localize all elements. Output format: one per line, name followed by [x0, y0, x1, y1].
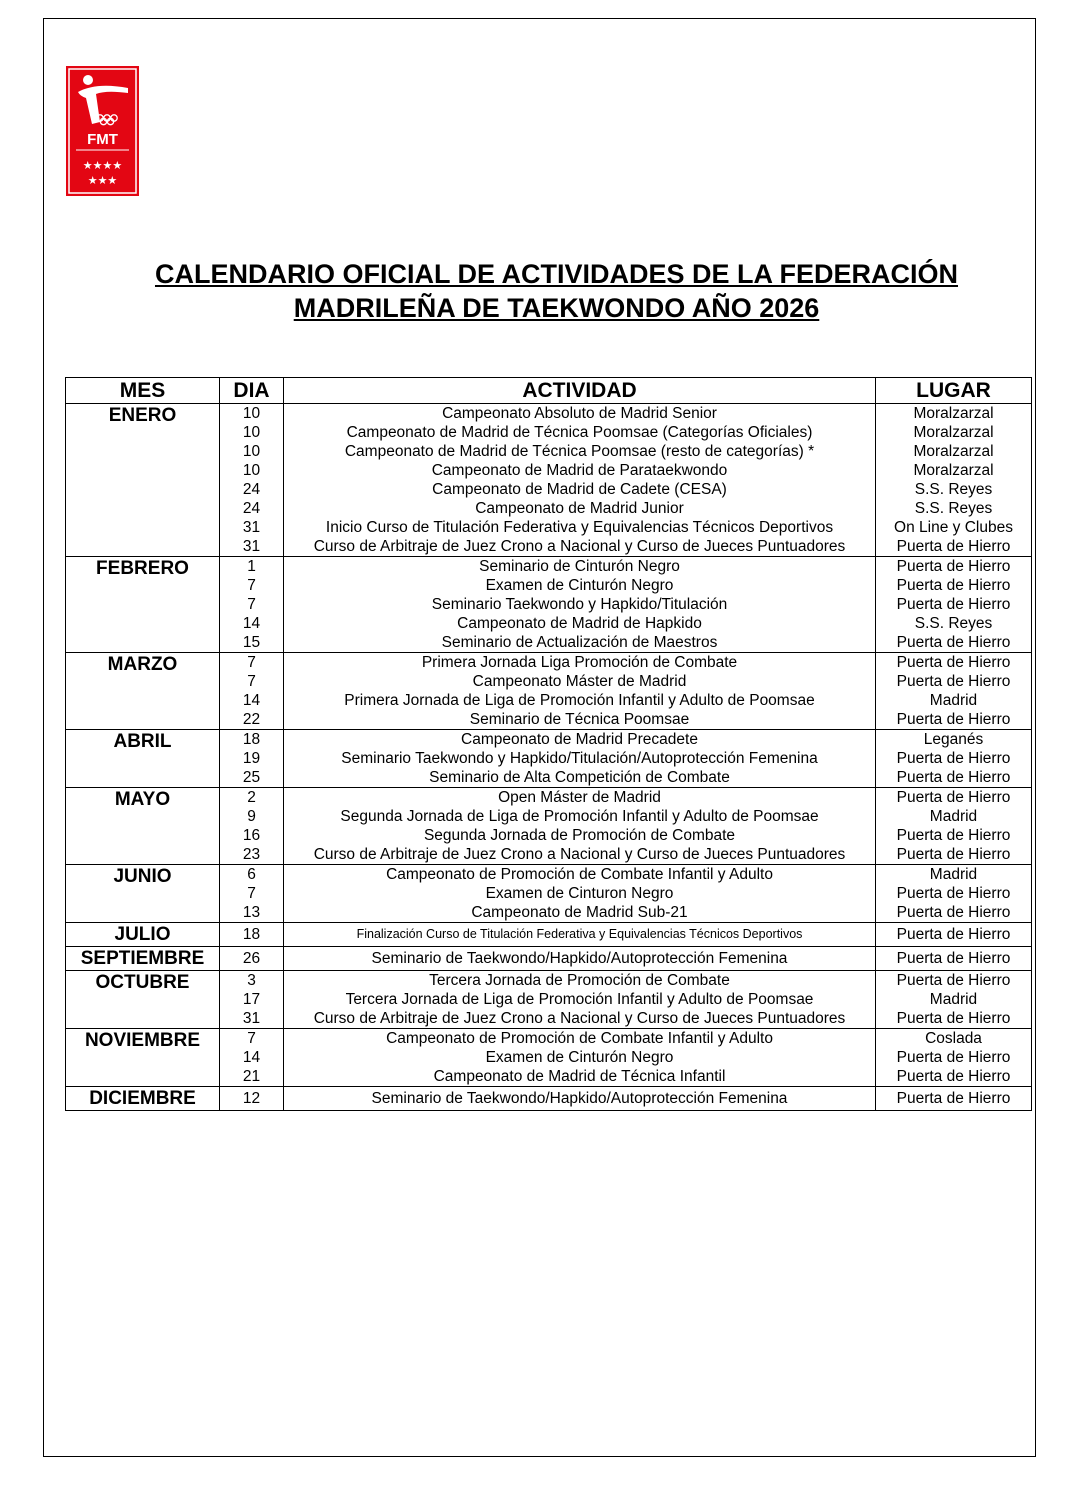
location-cell: Puerta de Hierro [876, 923, 1032, 947]
location-cell: Puerta de Hierro [876, 768, 1032, 788]
day-cell: 31 [220, 518, 284, 537]
day-cell: 24 [220, 480, 284, 499]
month-cell: FEBRERO [66, 557, 220, 653]
activity-cell: Seminario Taekwondo y Hapkido/Titulación [284, 595, 876, 614]
day-cell: 10 [220, 423, 284, 442]
month-cell: MARZO [66, 653, 220, 730]
fmt-logo-graphic [66, 66, 139, 196]
logo-stars-bottom: ★★★ [87, 174, 118, 187]
activity-cell: Curso de Arbitraje de Juez Crono a Nacional y Curso de Jueces Puntuadores [284, 1009, 876, 1029]
day-cell: 10 [220, 461, 284, 480]
location-cell: Leganés [876, 730, 1032, 750]
location-cell: Madrid [876, 691, 1032, 710]
location-cell: Coslada [876, 1029, 1032, 1049]
location-cell: Puerta de Hierro [876, 971, 1032, 991]
location-cell: Moralzarzal [876, 442, 1032, 461]
day-cell: 14 [220, 1048, 284, 1067]
table-row [66, 923, 1032, 947]
day-cell: 15 [220, 633, 284, 653]
month-cell: MAYO [66, 788, 220, 865]
location-cell: Puerta de Hierro [876, 749, 1032, 768]
location-cell: S.S. Reyes [876, 499, 1032, 518]
day-cell: 31 [220, 537, 284, 557]
day-cell: 22 [220, 710, 284, 730]
day-cell: 10 [220, 404, 284, 424]
activity-cell: Campeonato de Madrid de Técnica Poomsae (resto de categorías) * [284, 442, 876, 461]
activity-cell: Tercera Jornada de Promoción de Combate [284, 971, 876, 991]
activity-cell: Campeonato de Madrid de Cadete (CESA) [284, 480, 876, 499]
location-cell: Puerta de Hierro [876, 1048, 1032, 1067]
activity-cell: Inicio Curso de Titulación Federativa y Equivalencias Técnicos Deportivos [284, 518, 876, 537]
location-cell: Puerta de Hierro [876, 633, 1032, 653]
location-cell: Moralzarzal [876, 404, 1032, 424]
title-line-1: CALENDARIO OFICIAL DE ACTIVIDADES DE LA FEDERACIÓN [154, 259, 959, 289]
location-cell: S.S. Reyes [876, 614, 1032, 633]
table-row [66, 404, 1032, 424]
day-cell: 16 [220, 826, 284, 845]
month-cell: DICIEMBRE [66, 1087, 220, 1111]
month-cell: NOVIEMBRE [66, 1029, 220, 1087]
activity-cell: Tercera Jornada de Liga de Promoción Infantil y Adulto de Poomsae [284, 990, 876, 1009]
table-row [66, 730, 1032, 750]
location-cell: Puerta de Hierro [876, 884, 1032, 903]
day-cell: 31 [220, 1009, 284, 1029]
logo-stars-top: ★★★★ [82, 159, 123, 172]
activity-cell: Examen de Cinturón Negro [284, 1048, 876, 1067]
location-cell: Puerta de Hierro [876, 653, 1032, 673]
location-cell: Moralzarzal [876, 423, 1032, 442]
month-cell: JUNIO [66, 865, 220, 923]
location-cell: Madrid [876, 865, 1032, 885]
activity-cell: Seminario de Taekwondo/Hapkido/Autoprotección Femenina [284, 1087, 876, 1111]
location-cell: Puerta de Hierro [876, 557, 1032, 577]
day-cell: 9 [220, 807, 284, 826]
header-dia: DIA [220, 378, 284, 404]
activity-cell: Seminario Taekwondo y Hapkido/Titulación/Autoprotección Femenina [284, 749, 876, 768]
day-cell: 21 [220, 1067, 284, 1087]
day-cell: 17 [220, 990, 284, 1009]
location-cell: On Line y Clubes [876, 518, 1032, 537]
month-cell: SEPTIEMBRE [66, 947, 220, 971]
activity-cell: Seminario de Técnica Poomsae [284, 710, 876, 730]
day-cell: 7 [220, 672, 284, 691]
day-cell: 7 [220, 1029, 284, 1049]
day-cell: 1 [220, 557, 284, 577]
day-cell: 7 [220, 576, 284, 595]
activity-cell: Campeonato de Madrid Sub-21 [284, 903, 876, 923]
location-cell: Moralzarzal [876, 461, 1032, 480]
activity-cell: Campeonato de Madrid de Técnica Infantil [284, 1067, 876, 1087]
activity-cell: Primera Jornada de Liga de Promoción Infantil y Adulto de Poomsae [284, 691, 876, 710]
activity-cell: Campeonato de Madrid Precadete [284, 730, 876, 750]
location-cell: Puerta de Hierro [876, 710, 1032, 730]
table-row [66, 788, 1032, 808]
activity-cell: Campeonato de Madrid Junior [284, 499, 876, 518]
activity-cell: Seminario de Actualización de Maestros [284, 633, 876, 653]
activity-cell: Campeonato Máster de Madrid [284, 672, 876, 691]
header-mes: MES [66, 378, 220, 404]
activity-cell: Curso de Arbitraje de Juez Crono a Nacional y Curso de Jueces Puntuadores [284, 845, 876, 865]
header-lugar: LUGAR [876, 378, 1032, 404]
day-cell: 24 [220, 499, 284, 518]
logo-text: FMT [87, 131, 118, 148]
activity-cell: Campeonato de Madrid de Hapkido [284, 614, 876, 633]
fmt-logo [66, 66, 139, 196]
activity-cell: Examen de Cinturón Negro [284, 576, 876, 595]
header-actividad: ACTIVIDAD [284, 378, 876, 404]
table-row [66, 557, 1032, 577]
day-cell: 25 [220, 768, 284, 788]
page-title [0, 257, 1080, 325]
activity-cell: Campeonato de Promoción de Combate Infantil y Adulto [284, 1029, 876, 1049]
title-line-2: MADRILEÑA DE TAEKWONDO AÑO 2026 [293, 293, 820, 323]
month-cell: OCTUBRE [66, 971, 220, 1029]
table-header-row [66, 378, 1032, 404]
location-cell: Puerta de Hierro [876, 826, 1032, 845]
location-cell: S.S. Reyes [876, 480, 1032, 499]
location-cell: Puerta de Hierro [876, 595, 1032, 614]
month-cell: ENERO [66, 404, 220, 557]
table-row [66, 1087, 1032, 1111]
activity-cell: Finalización Curso de Titulación Federativa y Equivalencias Técnicos Deportivos [284, 923, 876, 947]
table-row [66, 865, 1032, 885]
day-cell: 18 [220, 923, 284, 947]
table-row [66, 971, 1032, 991]
calendar-table [65, 377, 1032, 1111]
location-cell: Madrid [876, 990, 1032, 1009]
activity-cell: Campeonato Absoluto de Madrid Senior [284, 404, 876, 424]
location-cell: Puerta de Hierro [876, 1009, 1032, 1029]
day-cell: 18 [220, 730, 284, 750]
activity-cell: Curso de Arbitraje de Juez Crono a Nacional y Curso de Jueces Puntuadores [284, 537, 876, 557]
activity-cell: Campeonato de Madrid de Parataekwondo [284, 461, 876, 480]
location-cell: Madrid [876, 807, 1032, 826]
location-cell: Puerta de Hierro [876, 672, 1032, 691]
activity-cell: Campeonato de Promoción de Combate Infantil y Adulto [284, 865, 876, 885]
activity-cell: Campeonato de Madrid de Técnica Poomsae (Categorías Oficiales) [284, 423, 876, 442]
day-cell: 3 [220, 971, 284, 991]
activity-cell: Seminario de Cinturón Negro [284, 557, 876, 577]
day-cell: 26 [220, 947, 284, 971]
day-cell: 23 [220, 845, 284, 865]
day-cell: 7 [220, 653, 284, 673]
activity-cell: Open Máster de Madrid [284, 788, 876, 808]
month-cell: ABRIL [66, 730, 220, 788]
activity-cell: Segunda Jornada de Promoción de Combate [284, 826, 876, 845]
day-cell: 2 [220, 788, 284, 808]
day-cell: 6 [220, 865, 284, 885]
location-cell: Puerta de Hierro [876, 576, 1032, 595]
location-cell: Puerta de Hierro [876, 1087, 1032, 1111]
location-cell: Puerta de Hierro [876, 537, 1032, 557]
calendar-body [66, 404, 1032, 1111]
location-cell: Puerta de Hierro [876, 947, 1032, 971]
activity-cell: Primera Jornada Liga Promoción de Combate [284, 653, 876, 673]
location-cell: Puerta de Hierro [876, 1067, 1032, 1087]
day-cell: 19 [220, 749, 284, 768]
location-cell: Puerta de Hierro [876, 845, 1032, 865]
day-cell: 12 [220, 1087, 284, 1111]
month-cell: JULIO [66, 923, 220, 947]
day-cell: 14 [220, 614, 284, 633]
day-cell: 13 [220, 903, 284, 923]
day-cell: 7 [220, 595, 284, 614]
day-cell: 7 [220, 884, 284, 903]
activity-cell: Seminario de Alta Competición de Combate [284, 768, 876, 788]
table-row [66, 947, 1032, 971]
day-cell: 10 [220, 442, 284, 461]
location-cell: Puerta de Hierro [876, 788, 1032, 808]
activity-cell: Examen de Cinturon Negro [284, 884, 876, 903]
day-cell: 14 [220, 691, 284, 710]
location-cell: Puerta de Hierro [876, 903, 1032, 923]
table-row [66, 653, 1032, 673]
activity-cell: Segunda Jornada de Liga de Promoción Infantil y Adulto de Poomsae [284, 807, 876, 826]
activity-cell: Seminario de Taekwondo/Hapkido/Autoprotección Femenina [284, 947, 876, 971]
table-row [66, 1029, 1032, 1049]
